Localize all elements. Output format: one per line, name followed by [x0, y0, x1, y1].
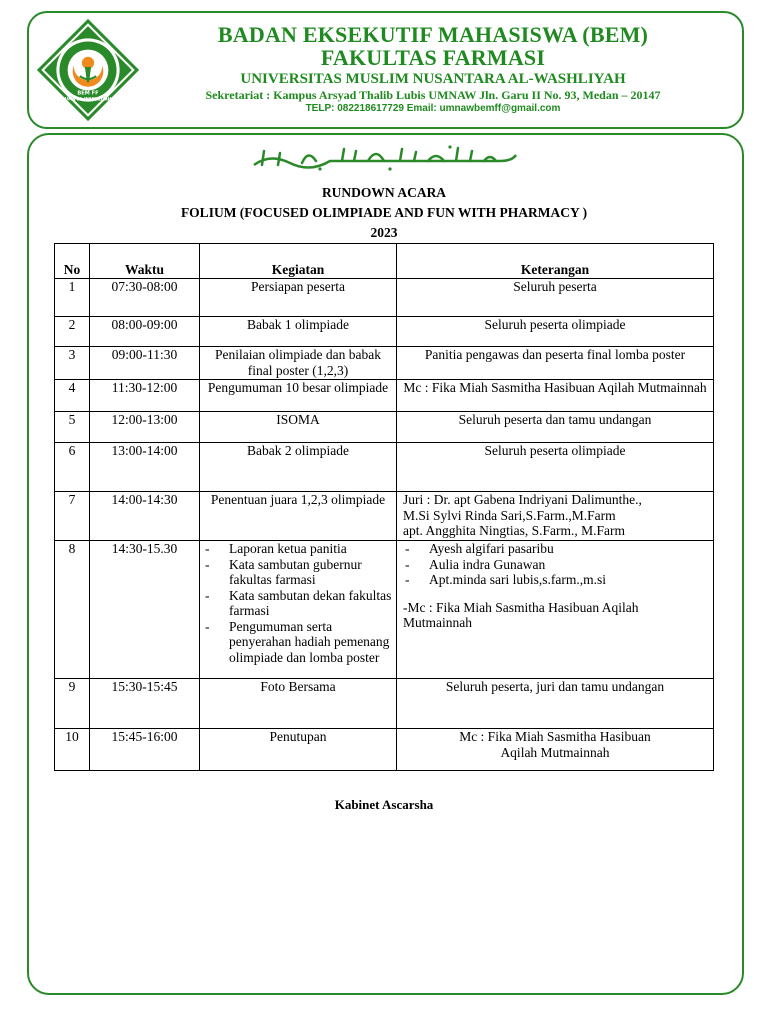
- note-line: Mc : Fika Miah Sasmitha Hasibuan: [459, 729, 651, 744]
- bem-logo-icon: [37, 19, 139, 121]
- table-row: [55, 492, 714, 541]
- table-row: [55, 380, 714, 412]
- note-line: M.Si Sylvi Rinda Sari,S.Farm.,M.Farm: [403, 507, 616, 523]
- header-note: Keterangan: [397, 244, 714, 279]
- svg-text:UMN AL WASHLIYAH: UMN AL WASHLIYAH: [64, 96, 112, 102]
- row-no: 6: [55, 443, 90, 492]
- row-time: 07:30-08:00: [90, 279, 200, 317]
- row-time: 15:45-16:00: [90, 729, 200, 771]
- org-name-line2: FAKULTAS FARMASI: [320, 45, 546, 70]
- table-row: [55, 729, 714, 771]
- event-name: FOLIUM (FOCUSED OLIMPIADE AND FUN WITH PHARMACY ): [180, 205, 588, 220]
- header-no: No: [55, 244, 90, 279]
- row-time: 08:00-09:00: [90, 317, 200, 347]
- row-note: Seluruh peserta dan tamu undangan: [397, 412, 714, 443]
- activity-list: [203, 541, 394, 665]
- event-year: 2023: [370, 225, 398, 240]
- note-line: Aqilah Mutmainnah: [500, 744, 610, 760]
- org-name-line1: BADAN EKSEKUTIF MAHASISWA (BEM): [217, 22, 649, 47]
- row-time: 14:00-14:30: [90, 492, 200, 541]
- list-item: - Kata sambutan dekan fakultas farmasi: [203, 588, 394, 619]
- header-time: Waktu: [90, 244, 200, 279]
- row-no: 5: [55, 412, 90, 443]
- secretariat-address: Sekretariat : Kampus Arsyad Thalib Lubis UMNAW Jln. Garu II No. 93, Medan – 20147: [205, 88, 661, 102]
- table-row: [55, 541, 714, 679]
- row-no: 3: [55, 347, 90, 380]
- row-time: 13:00-14:00: [90, 443, 200, 492]
- row-no: 7: [55, 492, 90, 541]
- letterhead-text: [134, 23, 732, 115]
- list-item: - Apt.minda sari lubis,s.farm.,m.si: [403, 572, 709, 588]
- row-activity: Babak 2 olimpiade: [200, 443, 397, 492]
- row-no: 2: [55, 317, 90, 347]
- row-time: 12:00-13:00: [90, 412, 200, 443]
- row-note: Seluruh peserta, juri dan tamu undangan: [397, 679, 714, 729]
- row-time: 11:30-12:00: [90, 380, 200, 412]
- table-row: [55, 279, 714, 317]
- row-activity: Pengumuman 10 besar olimpiade: [200, 380, 397, 412]
- list-item: - Kata sambutan gubernur fakultas farmasi: [203, 557, 394, 588]
- row-note: [397, 729, 714, 771]
- table-row: [55, 412, 714, 443]
- row-note: Mc : Fika Miah Sasmitha Hasibuan Aqilah Mutmainnah: [397, 380, 714, 412]
- row-activity: Penentuan juara 1,2,3 olimpiade: [200, 492, 397, 541]
- row-no: 8: [55, 541, 90, 679]
- table-row: [55, 679, 714, 729]
- row-time: 09:00-11:30: [90, 347, 200, 380]
- row-activity: Foto Bersama: [200, 679, 397, 729]
- university-name: UNIVERSITAS MUSLIM NUSANTARA AL-WASHLIYAH: [240, 71, 626, 87]
- row-activity: [200, 541, 397, 679]
- row-no: 10: [55, 729, 90, 771]
- row-time: 15:30-15:45: [90, 679, 200, 729]
- table-header-row: [55, 244, 714, 279]
- table-row: [55, 347, 714, 380]
- row-activity: Babak 1 olimpiade: [200, 317, 397, 347]
- row-no: 4: [55, 380, 90, 412]
- list-item: - Pengumuman serta penyerahan hadiah pemenang olimpiade dan lomba poster: [203, 619, 394, 666]
- table-row: [55, 443, 714, 492]
- row-activity: Penilaian olimpiade dan babak final poster (1,2,3): [200, 347, 397, 380]
- header-activity: Kegiatan: [200, 244, 397, 279]
- letterhead: [27, 11, 744, 129]
- row-note: Seluruh peserta olimpiade: [397, 443, 714, 492]
- svg-text:BEM FF: BEM FF: [77, 90, 99, 97]
- row-note: [397, 492, 714, 541]
- row-note: Seluruh peserta: [397, 279, 714, 317]
- row-note: Panitia pengawas dan peserta final lomba poster: [397, 347, 714, 380]
- note-line: apt. Angghita Ningtias, S.Farm., M.Farm: [403, 523, 625, 538]
- list-item: - Ayesh algifari pasaribu: [403, 541, 709, 557]
- table-row: [55, 317, 714, 347]
- note-line: Juri : Dr. apt Gabena Indriyani Dalimunthe.,: [403, 492, 642, 507]
- contact-info: TELP: 082218617729 Email: umnawbemff@gmail.com: [305, 103, 561, 114]
- rundown-table: [54, 243, 714, 771]
- cabinet-signoff: Kabinet Ascarsha: [334, 797, 434, 812]
- row-note: Seluruh peserta olimpiade: [397, 317, 714, 347]
- row-activity: Persiapan peserta: [200, 279, 397, 317]
- row-no: 1: [55, 279, 90, 317]
- row-time: 14:30-15.30: [90, 541, 200, 679]
- document-title: RUNDOWN ACARA: [321, 185, 447, 200]
- row-no: 9: [55, 679, 90, 729]
- bismillah-calligraphy-icon: [250, 143, 520, 173]
- jury-list: [403, 541, 709, 588]
- document-titles: [0, 185, 768, 241]
- row-activity: Penutupan: [200, 729, 397, 771]
- mc-note: -Mc : Fika Miah Sasmitha Hasibuan Aqilah Mutmainnah: [403, 599, 639, 630]
- row-activity: ISOMA: [200, 412, 397, 443]
- row-note: [397, 541, 714, 679]
- list-item: - Aulia indra Gunawan: [403, 557, 709, 573]
- list-item: - Laporan ketua panitia: [203, 541, 394, 557]
